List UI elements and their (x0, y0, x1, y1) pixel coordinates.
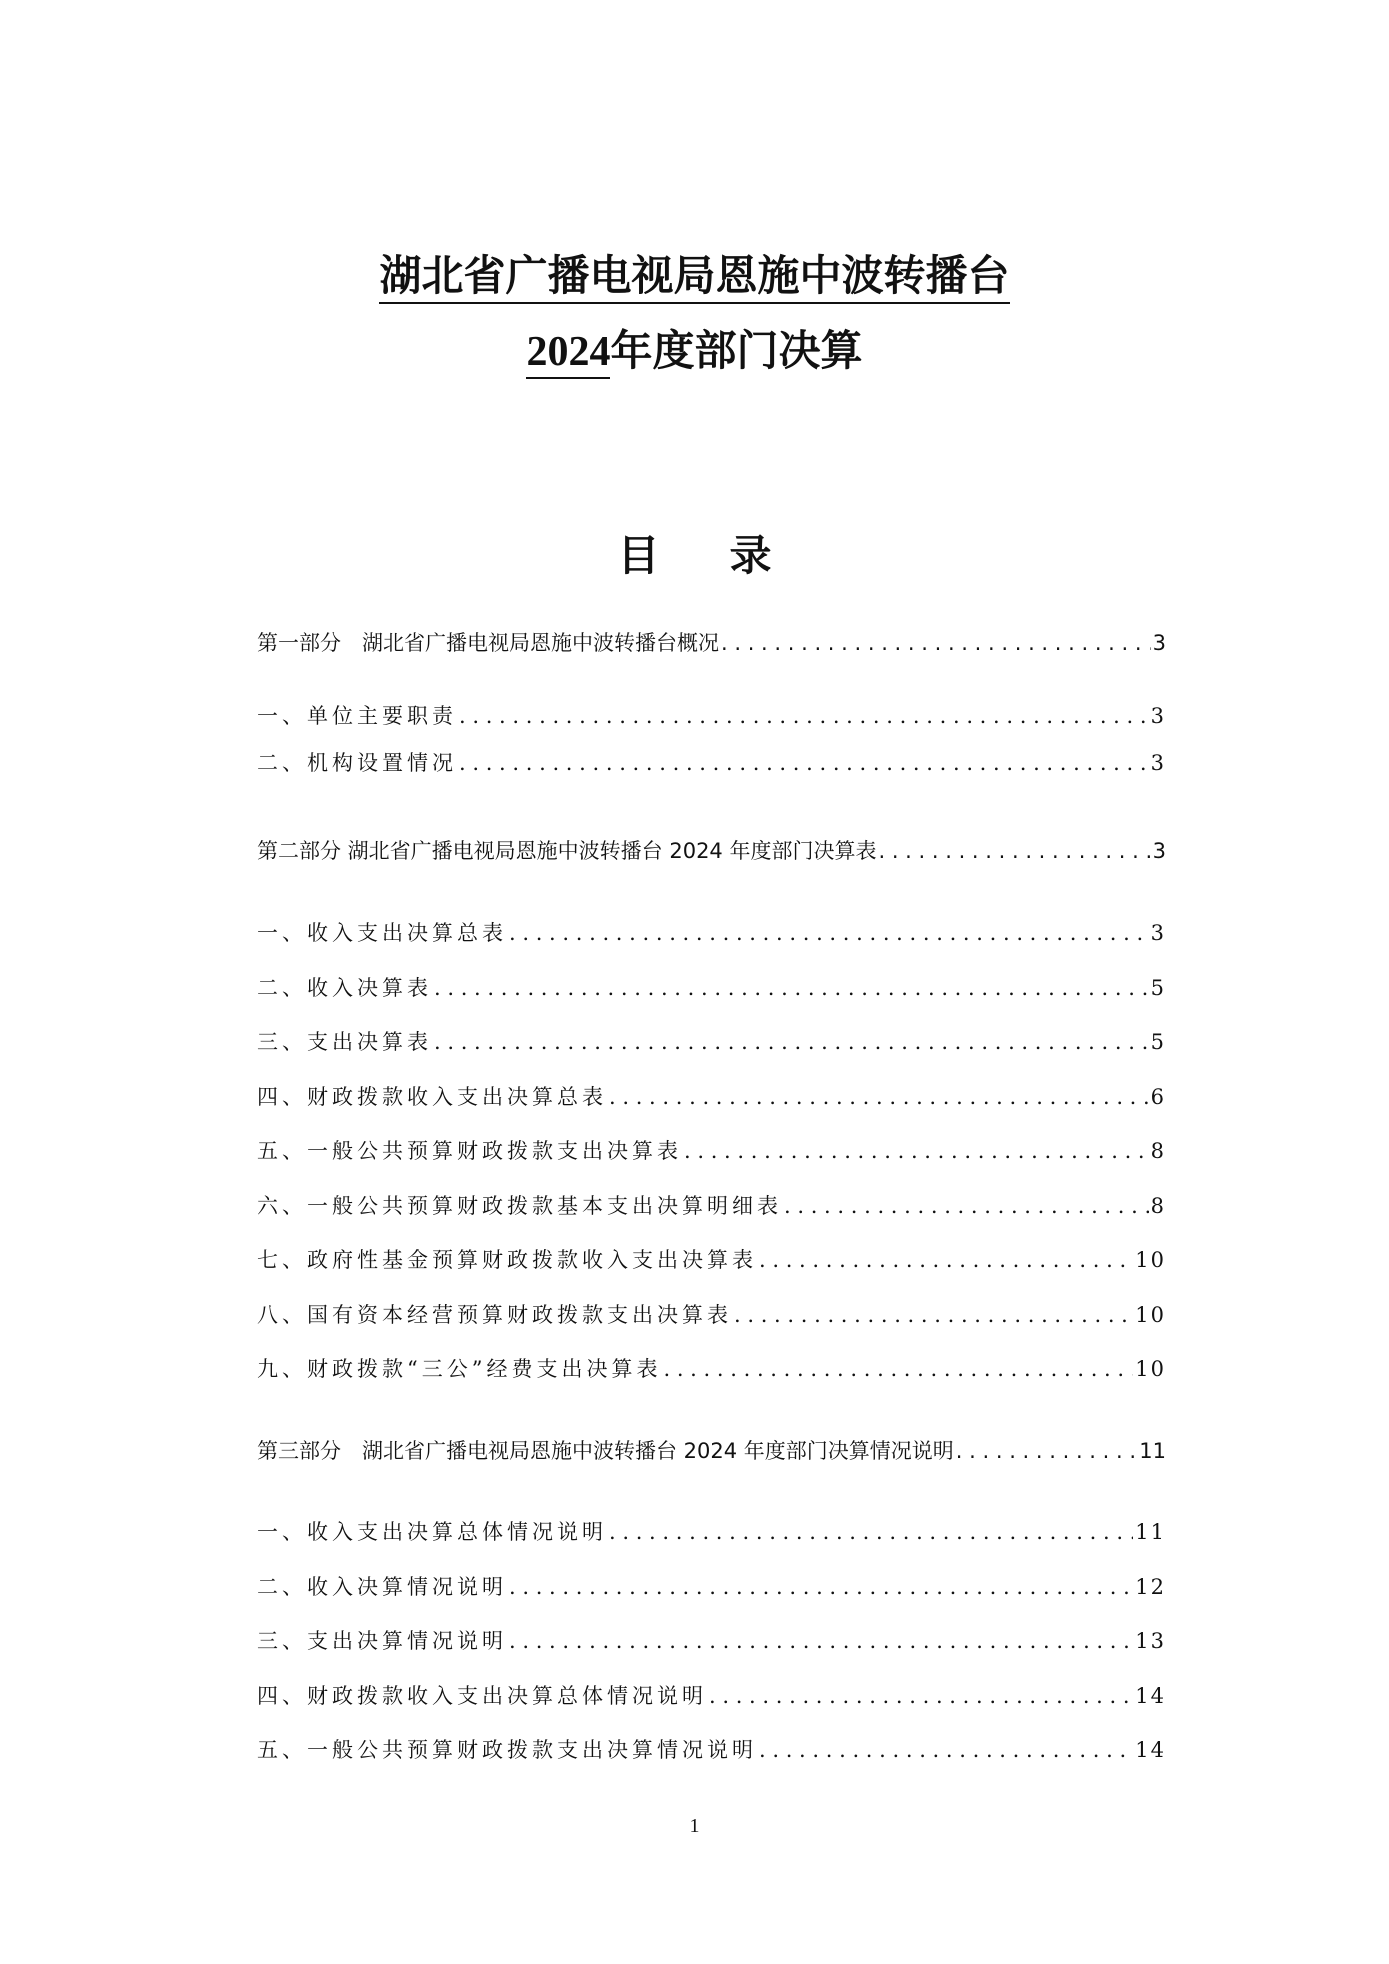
toc-item[interactable]: 三、支出决算情况说明 . . . 13 (257, 1625, 1166, 1655)
toc-heading: 目录 (617, 531, 842, 580)
toc-item[interactable]: 四、财政拨款收入支出决算总表 . . . 6 (257, 1081, 1166, 1111)
toc-item[interactable]: 一、单位主要职责 . . . 3 (257, 700, 1166, 730)
toc-item[interactable]: 九、财政拨款“三公”经费支出决算表 . . . 10 (257, 1353, 1166, 1383)
toc-item[interactable]: 七、政府性基金预算财政拨款收入支出决算表 . . . 10 (257, 1244, 1166, 1274)
toc-item[interactable]: 二、收入决算表 . . . 5 (257, 972, 1166, 1002)
page-number: 1 (689, 1815, 700, 1837)
document-title-line1 (0, 251, 1389, 300)
toc-section-part2[interactable]: 第二部分 湖北省广播电视局恩施中波转播台 2024 年度部门决算表 . . . 3 (257, 835, 1166, 865)
title-year: 2024 (526, 329, 610, 379)
toc-section-part3[interactable]: 第三部分 湖北省广播电视局恩施中波转播台 2024 年度部门决算情况说明 . . . 11 (257, 1435, 1166, 1465)
title-org-name: 湖北省广播电视局恩施中波转播台 (379, 251, 1009, 304)
toc-item[interactable]: 五、一般公共预算财政拨款支出决算表 . . . 8 (257, 1135, 1166, 1165)
toc-item[interactable]: 八、国有资本经营预算财政拨款支出决算表 . . . 10 (257, 1299, 1166, 1329)
toc-item[interactable]: 六、一般公共预算财政拨款基本支出决算明细表 . . . 8 (257, 1190, 1166, 1220)
toc-item[interactable]: 一、收入支出决算总表 . . . 3 (257, 917, 1166, 947)
document-title-line2 (0, 326, 1389, 375)
toc-section-part1[interactable]: 第一部分 湖北省广播电视局恩施中波转播台概况 . . . 3 (257, 627, 1166, 657)
toc-item[interactable]: 五、一般公共预算财政拨款支出决算情况说明 . . . 14 (257, 1734, 1166, 1764)
toc-item[interactable]: 三、支出决算表 . . . 5 (257, 1026, 1166, 1056)
toc-item[interactable]: 一、收入支出决算总体情况说明 . . . 11 (257, 1516, 1166, 1546)
toc-item[interactable]: 二、收入决算情况说明 . . . 12 (257, 1571, 1166, 1601)
toc-item[interactable]: 二、机构设置情况 . . . 3 (257, 747, 1166, 777)
toc-item[interactable]: 四、财政拨款收入支出决算总体情况说明 . . . 14 (257, 1680, 1166, 1710)
title-rest: 年度部门决算 (610, 326, 863, 375)
